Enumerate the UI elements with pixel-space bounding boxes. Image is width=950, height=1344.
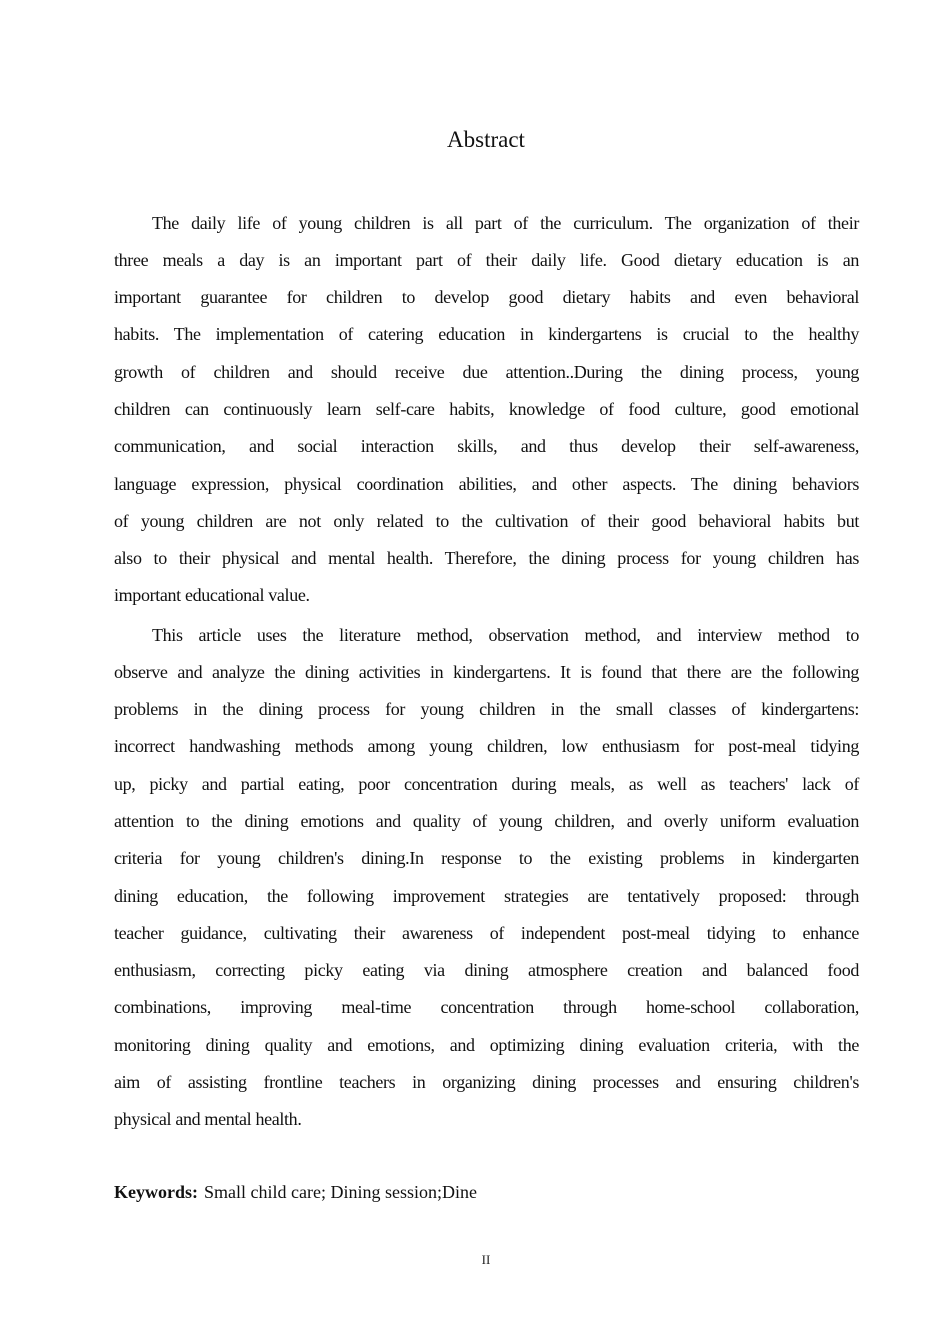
paragraph-line: of young children are not only related to the cultivation of their good behavioral habits but — [114, 511, 859, 531]
paragraph-line: children can continuously learn self-care habits, knowledge of food culture, good emotional — [114, 399, 859, 419]
paragraph-line: teacher guidance, cultivating their awareness of independent post-meal tidying to enhance — [114, 923, 859, 943]
paragraph-line: dining education, the following improvement strategies are tentatively proposed: through — [114, 886, 859, 906]
paragraph-line: aim of assisting frontline teachers in organizing dining processes and ensuring children's — [114, 1072, 859, 1092]
paragraph-line: language expression, physical coordination abilities, and other aspects. The dining behaviors — [114, 474, 859, 494]
paragraph-line: habits. The implementation of catering education in kindergartens is crucial to the healthy — [114, 324, 859, 344]
paragraph-line: combinations, improving meal-time concentration through home-school collaboration, — [114, 997, 859, 1017]
paragraph-line: also to their physical and mental health. Therefore, the dining process for young children has — [114, 548, 859, 568]
paragraph-line: The daily life of young children is all part of the curriculum. The organization of their — [152, 213, 859, 233]
keywords-value: Small child care; Dining session;Dine — [204, 1182, 477, 1202]
paragraph-line: important guarantee for children to develop good dietary habits and even behavioral — [114, 287, 859, 307]
paragraph-line: physical and mental health. — [114, 1109, 302, 1129]
paragraph-line: attention to the dining emotions and quality of young children, and overly uniform evaluation — [114, 811, 859, 831]
paragraph-line: up, picky and partial eating, poor concentration during meals, as well as teachers' lack of — [114, 774, 859, 794]
paragraph-line: three meals a day is an important part of their daily life. Good dietary education is an — [114, 250, 859, 270]
page-number: II — [481, 1252, 491, 1267]
paragraph-line: enthusiasm, correcting picky eating via dining atmosphere creation and balanced food — [114, 960, 859, 980]
paragraph-line: growth of children and should receive due attention..During the dining process, young — [114, 362, 859, 382]
paragraph-line: incorrect handwashing methods among young children, low enthusiasm for post-meal tidying — [114, 736, 859, 756]
paragraph-line: observe and analyze the dining activities in kindergartens. It is found that there are the following — [114, 662, 859, 682]
keywords-label: Keywords: — [114, 1182, 198, 1202]
paragraph-line: monitoring dining quality and emotions, and optimizing dining evaluation criteria, with the — [114, 1035, 859, 1055]
paragraph-line: problems in the dining process for young children in the small classes of kindergartens: — [114, 699, 859, 719]
paragraph-line: important educational value. — [114, 585, 310, 605]
paragraph-line: criteria for young children's dining.In response to the existing problems in kindergarten — [114, 848, 859, 868]
keywords-line — [114, 1181, 477, 1203]
paragraph-line: This article uses the literature method, observation method, and interview method to — [152, 625, 859, 645]
abstract-title: Abstract — [447, 127, 525, 152]
paragraph-line: communication, and social interaction skills, and thus develop their self-awareness, — [114, 436, 859, 456]
